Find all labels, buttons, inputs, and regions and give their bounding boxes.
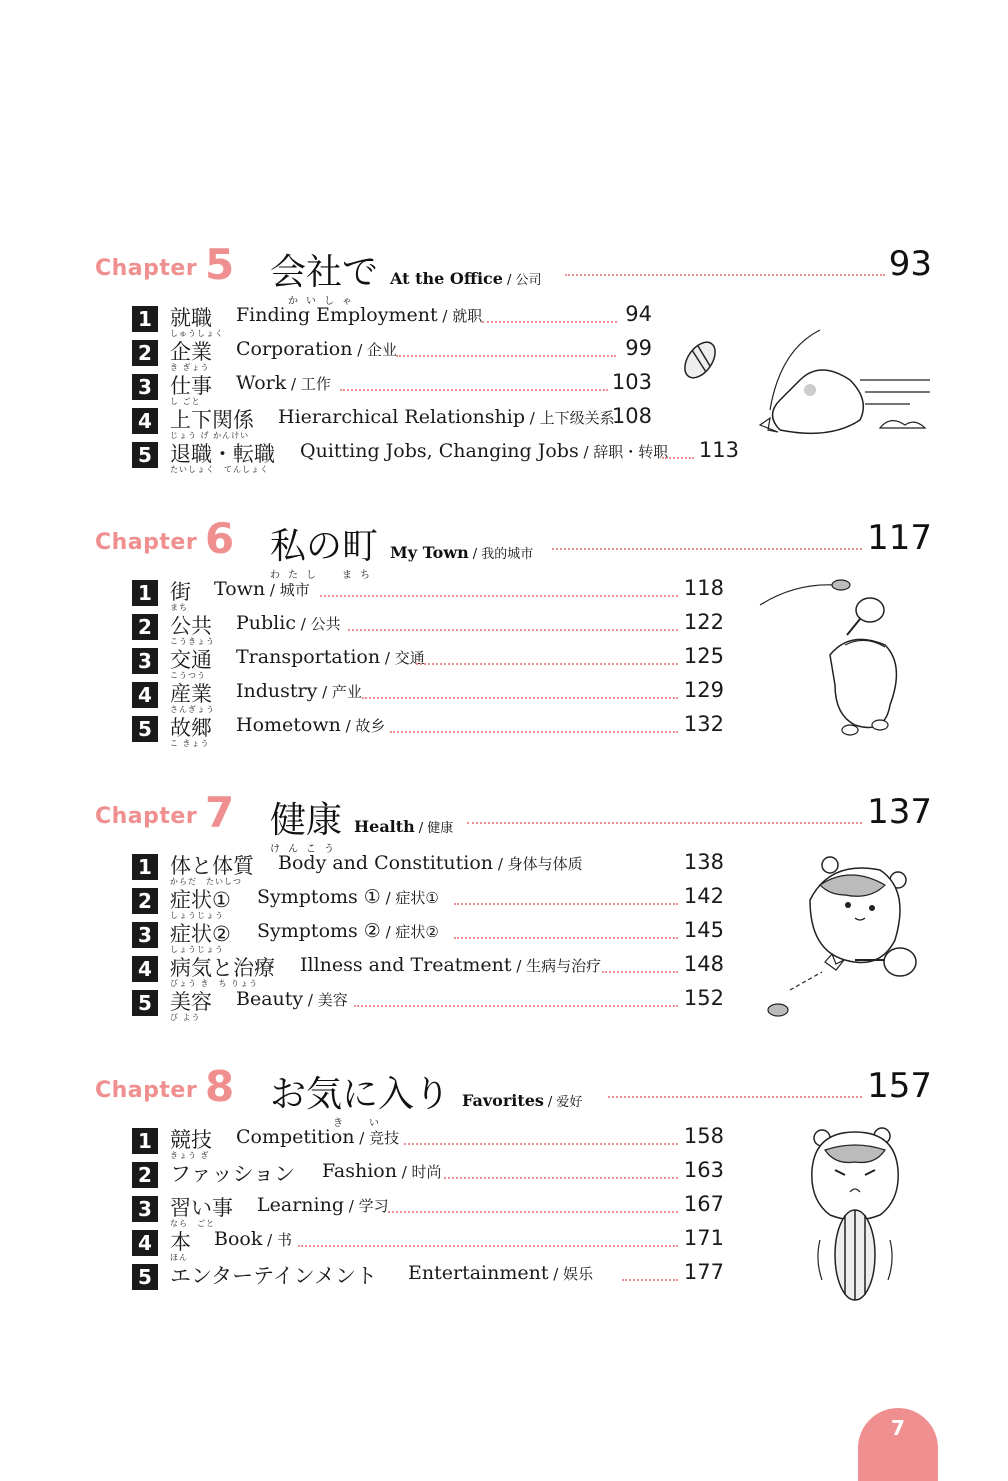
section-title-ja: 上下関係	[170, 408, 254, 432]
section-page: 171	[683, 1226, 724, 1250]
hamster-tennis-illustration	[755, 575, 915, 755]
section-page: 138	[683, 850, 724, 874]
section-title-en: Transportation / 交通	[236, 646, 425, 668]
section-row[interactable]	[132, 954, 724, 988]
section-row[interactable]	[132, 612, 724, 646]
chapter-label: Chapter	[95, 256, 198, 281]
section-ruby: こ きょう	[170, 739, 210, 748]
chapter-label: Chapter	[95, 530, 198, 555]
section-number: 1	[132, 306, 158, 332]
section-number: 4	[132, 956, 158, 982]
section-number: 5	[132, 990, 158, 1016]
section-page: 103	[611, 370, 652, 394]
section-title-ja: 退職・転職	[170, 442, 275, 466]
section-number: 1	[132, 854, 158, 880]
section-title-ja: 病気と治療	[170, 956, 275, 980]
section-ruby: なら ごと	[170, 1219, 215, 1228]
section-title-ja: 故郷	[170, 716, 212, 740]
section-leader	[444, 1177, 678, 1179]
chapter-leader	[552, 548, 862, 550]
section-number: 3	[132, 648, 158, 674]
section-page: 129	[683, 678, 724, 702]
section-number: 1	[132, 1128, 158, 1154]
section-leader	[622, 1279, 678, 1281]
section-row[interactable]	[132, 920, 724, 954]
section-row[interactable]	[132, 680, 724, 714]
section-title-ja: 本	[170, 1230, 191, 1254]
section-ruby: さんぎょう	[170, 705, 215, 714]
section-title-ja: 産業	[170, 682, 212, 706]
section-leader	[348, 629, 678, 631]
section-number: 4	[132, 1230, 158, 1256]
section-page: 148	[683, 952, 724, 976]
section-ruby: からだ たいしつ	[170, 877, 242, 886]
section-title-en: Fashion / 时尚	[322, 1160, 442, 1182]
section-title-en: Competition / 竞技	[236, 1126, 400, 1148]
page-number-tab	[858, 1408, 938, 1481]
section-row[interactable]	[132, 988, 724, 1022]
section-leader	[454, 903, 678, 905]
chapter-title	[270, 244, 542, 307]
section-title-ja: 企業	[170, 340, 212, 364]
section-number: 4	[132, 408, 158, 434]
chapter-title-ja: お気に入り	[270, 1074, 451, 1115]
section-page: 99	[625, 336, 652, 360]
section-ruby: まち	[170, 603, 188, 612]
chapter-label: Chapter	[95, 1078, 198, 1103]
chapter-page: 137	[867, 792, 932, 832]
section-number: 3	[132, 922, 158, 948]
section-title-ja: 競技	[170, 1128, 212, 1152]
section-leader	[482, 321, 617, 323]
chapter-title-en: My Town	[390, 543, 469, 562]
page-number: 7	[891, 1416, 905, 1440]
section-leader	[388, 1211, 678, 1213]
section-leader	[354, 1005, 678, 1007]
section-row[interactable]	[132, 304, 652, 338]
chapter-leader	[565, 274, 885, 276]
section-ruby: じょう げ かんけい	[170, 431, 250, 440]
chapter-leader	[467, 822, 862, 824]
section-leader	[362, 697, 678, 699]
section-title-ja: 症状②	[170, 922, 231, 946]
section-title-ja: 公共	[170, 614, 212, 638]
section-row[interactable]	[132, 1126, 724, 1160]
section-number: 3	[132, 1196, 158, 1222]
section-ruby: ほん	[170, 1253, 188, 1262]
section-title-en: Body and Constitution / 身体与体质	[278, 852, 583, 874]
section-row[interactable]	[132, 440, 739, 474]
section-page: 118	[683, 576, 724, 600]
section-ruby: こうつう	[170, 671, 206, 680]
section-title-en: Town / 城市	[214, 578, 310, 600]
section-leader	[404, 1143, 678, 1145]
chapter-header	[0, 240, 1008, 308]
chapter-title	[270, 1066, 583, 1129]
section-row[interactable]	[132, 338, 652, 372]
section-row[interactable]	[132, 406, 652, 440]
section-title-ja: 症状①	[170, 888, 231, 912]
section-row[interactable]	[132, 886, 724, 920]
section-number: 2	[132, 888, 158, 914]
section-leader	[454, 937, 678, 939]
section-number: 4	[132, 682, 158, 708]
chapter-number: 6	[205, 514, 235, 563]
chapter-page: 157	[867, 1066, 932, 1106]
section-leader	[298, 1245, 678, 1247]
section-number: 2	[132, 614, 158, 640]
section-number: 3	[132, 374, 158, 400]
section-ruby: こうきょう	[170, 637, 215, 646]
section-ruby: び よう	[170, 1013, 201, 1022]
section-number: 1	[132, 580, 158, 606]
section-title-en: Public / 公共	[236, 612, 341, 634]
section-row[interactable]	[132, 714, 724, 748]
section-page: 132	[683, 712, 724, 736]
section-leader	[340, 389, 608, 391]
section-page: 167	[683, 1192, 724, 1216]
section-title-en: Symptoms ① / 症状①	[257, 886, 439, 908]
section-ruby: しょうじょう	[170, 945, 224, 954]
section-title-ja: 習い事	[170, 1196, 233, 1220]
section-title-en: Corporation / 企业	[236, 338, 398, 360]
section-number: 5	[132, 1264, 158, 1290]
section-page: 142	[683, 884, 724, 908]
section-page: 158	[683, 1124, 724, 1148]
chapter-header	[0, 788, 1008, 856]
section-ruby: びょう き ち りょう	[170, 979, 259, 988]
hamster-sliding-illustration	[670, 320, 930, 450]
chapter-title-ja: 私の町	[270, 526, 379, 567]
section-title-ja: 街	[170, 580, 191, 604]
chapter-leader	[608, 1096, 862, 1098]
section-page: 152	[683, 986, 724, 1010]
chapter-title	[270, 518, 534, 581]
section-ruby: たいしょく てんしょく	[170, 465, 269, 474]
section-number: 5	[132, 716, 158, 742]
section-row[interactable]	[132, 578, 724, 612]
section-row[interactable]	[132, 1194, 724, 1228]
section-title-en: Learning / 学习	[257, 1194, 389, 1216]
section-page: 145	[683, 918, 724, 942]
chapter-page: 93	[888, 244, 932, 284]
chapter-title-ruby: わたし まち	[270, 570, 378, 581]
section-title-en: Entertainment / 娱乐	[408, 1262, 594, 1284]
section-title-en: Finding Employment / 就职	[236, 304, 483, 326]
section-ruby: しょうじょう	[170, 911, 224, 920]
chapter-number: 8	[205, 1062, 235, 1111]
chapter-title-en: At the Office	[390, 269, 503, 288]
section-title-en: Symptoms ② / 症状②	[257, 920, 439, 942]
chapter-title-cn: / 健康	[418, 821, 454, 836]
section-leader	[416, 663, 678, 665]
chapter-page: 117	[867, 518, 932, 558]
section-row[interactable]	[132, 1228, 724, 1262]
section-title-ja: 就職	[170, 306, 212, 330]
chapter-title-cn: / 爱好	[547, 1095, 583, 1110]
section-title-en: Hierarchical Relationship / 上下级关系	[278, 406, 615, 428]
chapter-label: Chapter	[95, 804, 198, 829]
section-row[interactable]	[132, 646, 724, 680]
section-number: 5	[132, 442, 158, 468]
chapter-title-cn: / 我的城市	[472, 547, 534, 562]
chapter-title-ja: 健康	[270, 800, 343, 841]
section-page: 122	[683, 610, 724, 634]
section-leader	[320, 595, 678, 597]
section-leader	[662, 457, 694, 459]
section-title-ja: ファッション	[170, 1162, 296, 1186]
section-row[interactable]	[132, 1262, 724, 1296]
section-page: 94	[625, 302, 652, 326]
section-title-ja: 仕事	[170, 374, 212, 398]
chapter-title-en: Health	[354, 817, 415, 836]
section-title-en: Industry / 产业	[236, 680, 362, 702]
section-page: 125	[683, 644, 724, 668]
chapter-title-ruby: かいしゃ	[288, 296, 360, 307]
section-leader	[396, 355, 616, 357]
section-ruby: き ぎょう	[170, 363, 210, 372]
section-number: 2	[132, 340, 158, 366]
chapter-title	[270, 792, 454, 855]
chapter-title-ruby: き い	[333, 1118, 387, 1129]
chapter-number: 5	[205, 240, 235, 289]
chapter-title-cn: / 公司	[506, 273, 542, 288]
section-page: 177	[683, 1260, 724, 1284]
section-title-en: Beauty / 美容	[236, 988, 348, 1010]
section-title-ja: 美容	[170, 990, 212, 1014]
section-leader	[602, 971, 678, 973]
section-ruby: しゅうしょく	[170, 329, 224, 338]
section-title-en: Quitting Jobs, Changing Jobs / 辞职・转职	[300, 440, 669, 462]
section-ruby: し ごと	[170, 397, 201, 406]
section-title-en: Hometown / 故乡	[236, 714, 386, 736]
section-title-ja: 交通	[170, 648, 212, 672]
chapter-header	[0, 514, 1008, 582]
section-page: 113	[698, 438, 739, 462]
section-number: 2	[132, 1162, 158, 1188]
section-page: 108	[611, 404, 652, 428]
section-page: 163	[683, 1158, 724, 1182]
section-leader	[390, 731, 678, 733]
section-title-en: Illness and Treatment / 生病与治疗	[300, 954, 602, 976]
hamster-racket-illustration	[760, 850, 930, 1025]
chapter-title-en: Favorites	[462, 1091, 544, 1110]
hamster-seed-illustration	[800, 1120, 910, 1305]
chapter-number: 7	[205, 788, 235, 837]
chapter-title-ja: 会社で	[270, 252, 379, 293]
section-row[interactable]	[132, 852, 724, 886]
section-title-en: Work / 工作	[236, 372, 331, 394]
section-title-ja: 体と体質	[170, 854, 254, 878]
section-title-ja: エンターテインメント	[170, 1264, 378, 1288]
section-row[interactable]	[132, 1160, 724, 1194]
section-title-en: Book / 书	[214, 1228, 292, 1250]
section-ruby: きょう ぎ	[170, 1151, 210, 1160]
chapter-title-ruby: けんこう	[270, 844, 342, 855]
section-row[interactable]	[132, 372, 652, 406]
